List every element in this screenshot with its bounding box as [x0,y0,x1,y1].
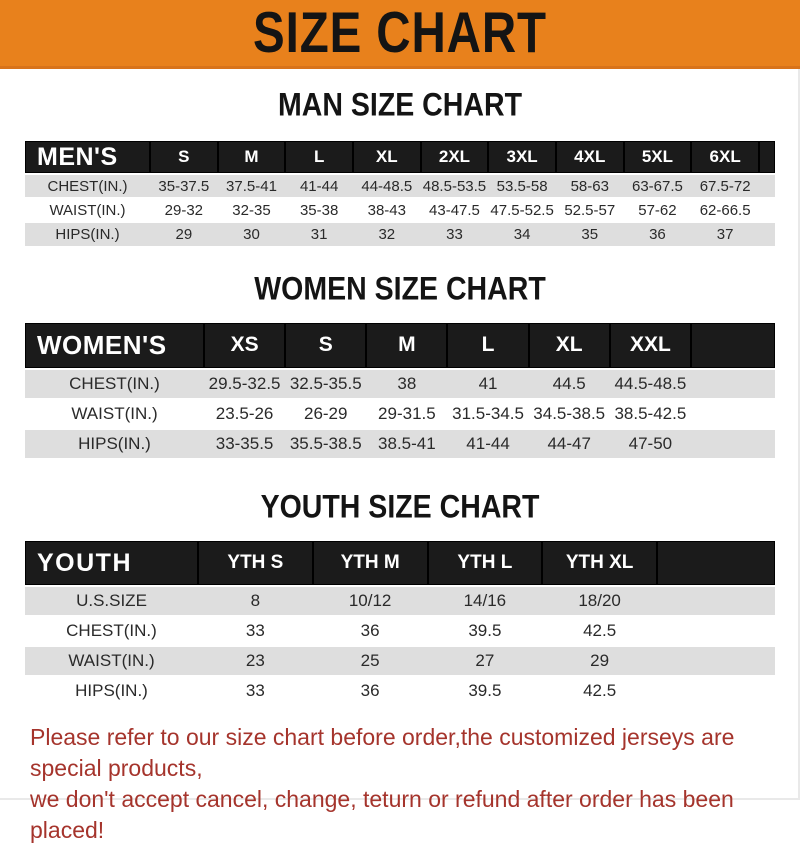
table-row [25,222,775,246]
table-row [25,586,775,616]
size-value-cell: 32.5-35.5 [285,369,366,399]
size-value-cell: 63-67.5 [624,174,692,198]
size-value-cell: 62-66.5 [691,198,759,222]
youth-size-section [0,489,800,707]
size-value-cell: 36 [313,676,428,706]
row-filler-cell [691,399,775,429]
table-row [25,399,775,429]
size-value-cell: 42.5 [542,616,657,646]
size-value-cell: 58-63 [556,174,624,198]
footer-line-1: Please refer to our size chart before order,the customized jerseys are special products, [30,723,735,781]
size-value-cell: 41-44 [285,174,353,198]
header-filler-cell [691,323,775,369]
men-size-table [25,141,775,247]
table-row [25,616,775,646]
column-header: XL [529,323,610,369]
row-label: CHEST(IN.) [25,616,198,646]
size-value-cell: 38-43 [353,198,421,222]
size-value-cell: 42.5 [542,676,657,706]
size-value-cell: 53.5-58 [488,174,556,198]
row-filler-cell [657,616,775,646]
table-corner-label: YOUTH [25,541,198,586]
size-value-cell: 39.5 [428,616,543,646]
size-value-cell: 36 [313,616,428,646]
table-row [25,174,775,198]
column-header: M [366,323,447,369]
women-section-heading: WOMEN SIZE CHART [254,269,546,307]
size-value-cell: 47.5-52.5 [488,198,556,222]
size-value-cell: 10/12 [313,586,428,616]
size-value-cell: 34 [488,222,556,246]
size-value-cell: 27 [428,646,543,676]
row-label: WAIST(IN.) [25,399,204,429]
size-value-cell: 44-48.5 [353,174,421,198]
size-value-cell: 38 [366,369,447,399]
size-value-cell: 33 [198,676,313,706]
size-value-cell: 29.5-32.5 [204,369,285,399]
size-value-cell: 26-29 [285,399,366,429]
size-value-cell: 30 [218,222,286,246]
row-filler-cell [759,174,775,198]
column-header: XS [204,323,285,369]
size-value-cell: 32 [353,222,421,246]
column-header: YTH S [198,541,313,586]
size-value-cell: 34.5-38.5 [529,399,610,429]
table-row [25,646,775,676]
women-size-section [0,271,800,460]
size-value-cell: 35.5-38.5 [285,429,366,459]
column-header: XL [353,141,421,174]
size-value-cell: 29-31.5 [366,399,447,429]
column-header: L [447,323,528,369]
size-value-cell: 14/16 [428,586,543,616]
size-value-cell: 31 [285,222,353,246]
size-value-cell: 57-62 [624,198,692,222]
table-row [25,676,775,706]
size-value-cell: 36 [624,222,692,246]
column-header: 5XL [624,141,692,174]
size-value-cell: 29 [542,646,657,676]
row-filler-cell [759,198,775,222]
size-value-cell: 67.5-72 [691,174,759,198]
row-filler-cell [759,222,775,246]
table-corner-label: MEN'S [25,141,150,174]
size-value-cell: 29-32 [150,198,218,222]
row-label: WAIST(IN.) [25,198,150,222]
size-value-cell: 32-35 [218,198,286,222]
size-value-cell: 41-44 [447,429,528,459]
size-value-cell: 37.5-41 [218,174,286,198]
column-header: 2XL [421,141,489,174]
size-value-cell: 23 [198,646,313,676]
size-value-cell: 29 [150,222,218,246]
size-value-cell: 44-47 [529,429,610,459]
column-header: 3XL [488,141,556,174]
size-value-cell: 31.5-34.5 [447,399,528,429]
size-value-cell: 44.5 [529,369,610,399]
row-filler-cell [691,369,775,399]
row-label: U.S.SIZE [25,586,198,616]
banner-title: SIZE CHART [253,1,547,65]
size-value-cell: 37 [691,222,759,246]
header-filler-cell [657,541,775,586]
table-header-row [25,323,775,369]
row-filler-cell [657,646,775,676]
column-header: 6XL [691,141,759,174]
row-label: HIPS(IN.) [25,429,204,459]
column-header: M [218,141,286,174]
size-value-cell: 38.5-42.5 [610,399,691,429]
banner [0,0,800,69]
size-value-cell: 8 [198,586,313,616]
row-filler-cell [657,586,775,616]
size-value-cell: 33 [421,222,489,246]
size-value-cell: 43-47.5 [421,198,489,222]
man-section-heading: MAN SIZE CHART [277,86,523,123]
row-label: HIPS(IN.) [25,676,198,706]
size-value-cell: 52.5-57 [556,198,624,222]
youth-section-heading: YOUTH SIZE CHART [260,488,540,525]
row-label: CHEST(IN.) [25,369,204,399]
women-size-table [25,323,775,460]
table-row [25,198,775,222]
table-corner-label: WOMEN'S [25,323,204,369]
size-value-cell: 35-38 [285,198,353,222]
row-label: HIPS(IN.) [25,222,150,246]
column-header: S [285,323,366,369]
size-value-cell: 18/20 [542,586,657,616]
column-header: YTH M [313,541,428,586]
size-value-cell: 23.5-26 [204,399,285,429]
size-value-cell: 48.5-53.5 [421,174,489,198]
size-value-cell: 25 [313,646,428,676]
column-header: L [285,141,353,174]
size-value-cell: 44.5-48.5 [610,369,691,399]
row-label: WAIST(IN.) [25,646,198,676]
column-header: 4XL [556,141,624,174]
table-row [25,429,775,459]
row-filler-cell [691,429,775,459]
footer-note [30,722,800,846]
column-header: S [150,141,218,174]
row-label: CHEST(IN.) [25,174,150,198]
column-header: YTH XL [542,541,657,586]
youth-size-table [25,541,775,707]
size-value-cell: 38.5-41 [366,429,447,459]
row-filler-cell [657,676,775,706]
column-header: YTH L [428,541,543,586]
header-filler-cell [759,141,775,174]
size-value-cell: 39.5 [428,676,543,706]
size-value-cell: 33 [198,616,313,646]
footer-line-2: we don't accept cancel, change, teturn or refund after order has been placed! [30,785,734,843]
man-size-section [0,87,800,247]
table-header-row [25,541,775,586]
size-value-cell: 35-37.5 [150,174,218,198]
size-value-cell: 41 [447,369,528,399]
column-header: XXL [610,323,691,369]
table-header-row [25,141,775,174]
size-value-cell: 33-35.5 [204,429,285,459]
size-value-cell: 35 [556,222,624,246]
size-value-cell: 47-50 [610,429,691,459]
table-row [25,369,775,399]
